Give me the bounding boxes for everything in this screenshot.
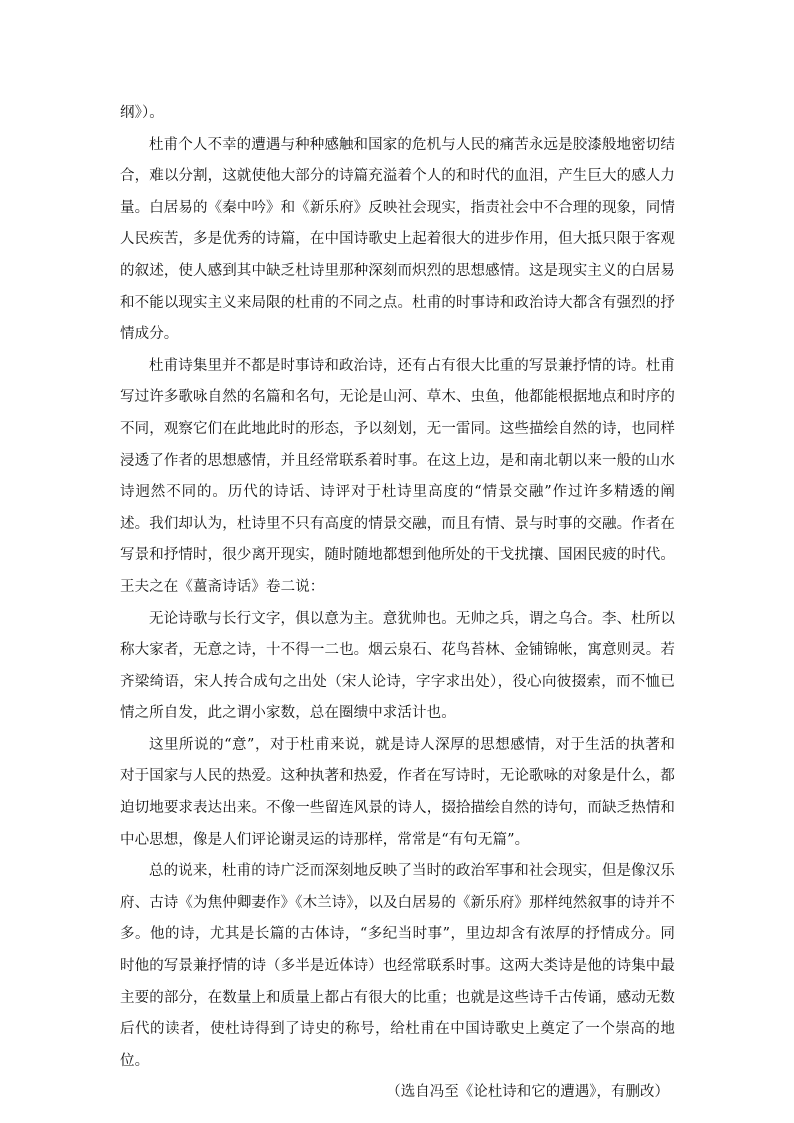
paragraph-quotation: 无论诗歌与长行文字，俱以意为主。意犹帅也。无帅之兵，谓之乌合。李、杜所以称大家者，无意之诗，十不得一二也。烟云泉石、花鸟苔林、金铺锦帐，寓意则灵。若齐梁绮语，宋人抟合成句之出处（宋人论诗，字字求出处），役心向彼掇索，而不恤已情之所自发，此之谓小家数，总在圈缋中求活计也。 [120, 610, 675, 722]
source-citation: （选自冯至《论杜诗和它的遭遇》，有删改） [386, 1084, 669, 1101]
paragraph-intro: 纲》）。 [120, 105, 164, 121]
paragraph-meaning-of-yi: 这里所说的“意”，对于杜甫来说，就是诗人深厚的思想感情，对于生活的执著和对于国家与人民的热爱。这种执著和热爱，作者在写诗时，无论歌咏的对象是什么，都迫切地要求表达出来。不像一些留连风景的诗人，掇拾描绘自然的诗句，而缺乏热情和中心思想，像是人们评论谢灵运的诗那样，常常是“有句无篇”。 [120, 736, 675, 848]
paragraph-personal-and-national: 杜甫个人不幸的遭遇与种种感触和国家的危机与人民的痛苦永远是胶漆般地密切结合，难以分割，这就使他大部分的诗篇充溢着个人的和时代的血泪，产生巨大的感人力量。白居易的《秦中吟》和《新乐府》反映社会现实，指责社会中不合理的现象，同情人民疾苦，多是优秀的诗篇，在中国诗歌史上起着很大的进步作用，但大抵只限于客观的叙述，使人感到其中缺乏杜诗里那种深刻而炽烈的思想感情。这是现实主义的白居易和不能以现实主义来局限的杜甫的不同之点。杜甫的时事诗和政治诗大都含有强烈的抒情成分。 [120, 136, 675, 343]
document-body [120, 98, 675, 1109]
paragraph-scenery-and-emotion: 杜甫诗集里并不都是时事诗和政治诗，还有占有很大比重的写景兼抒情的诗。杜甫写过许多歌咏自然的名篇和名句，无论是山河、草木、虫鱼，他都能根据地点和时序的不同，观察它们在此地此时的形态，予以刻划，无一雷同。这些描绘自然的诗，也同样浸透了作者的思想感情，并且经常联系着时事。在这上边，是和南北朝以来一般的山水诗迥然不同的。历代的诗话、诗评对于杜诗里高度的“情景交融”作过许多精透的阐述。我们却认为，杜诗里不只有高度的情景交融，而且有情、景与时事的交融。作者在写景和抒情时，很少离开现实，随时随地都想到他所处的干戈扰攘、国困民疲的时代。王夫之在《薑斋诗话》卷二说： [120, 357, 675, 595]
paragraph-conclusion: 总的说来，杜甫的诗广泛而深刻地反映了当时的政治军事和社会现实，但是像汉乐府、古诗《为焦仲卿妻作》《木兰诗》，以及白居易的《新乐府》那样纯然叙事的诗并不多。他的诗，尤其是长篇的古体诗，“多纪当时事”，里边却含有浓厚的抒情成分。同时他的写景兼抒情的诗（多半是近体诗）也经常联系时事。这两大类诗是他的诗集中最主要的部分，在数量上和质量上都占有很大的比重；也就是这些诗千古传诵，感动无数后代的读者，使杜诗得到了诗史的称号，给杜甫在中国诗歌史上奠定了一个崇高的地位。 [120, 863, 675, 1069]
